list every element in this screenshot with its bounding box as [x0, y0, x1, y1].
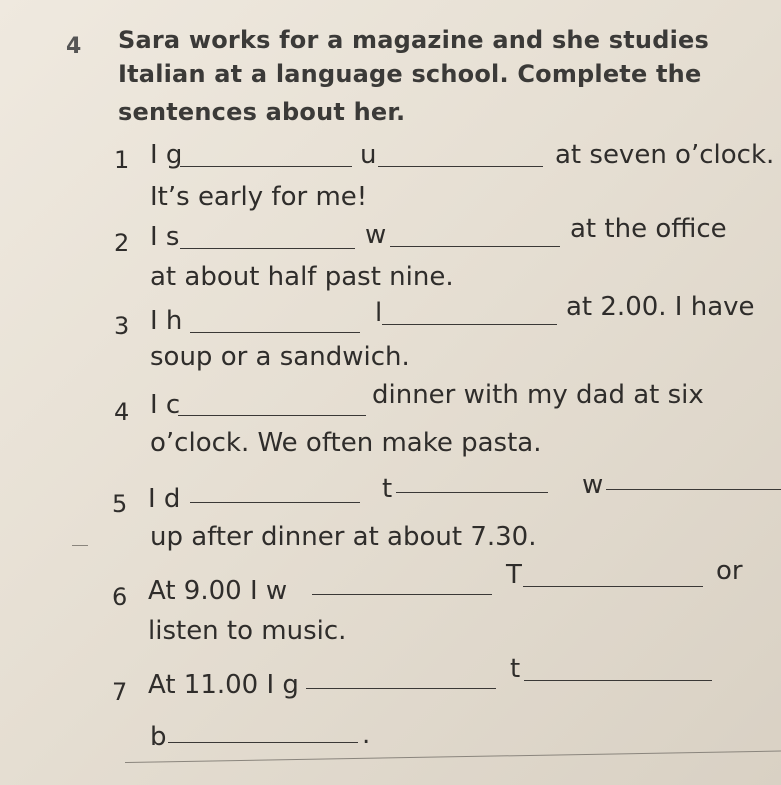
item-7-blank-1[interactable]: [306, 688, 496, 689]
item-6-blank-1[interactable]: [312, 594, 492, 595]
item-6-hint: T: [506, 560, 522, 590]
item-5-continuation: up after dinner at about 7.30.: [150, 522, 537, 552]
item-3-tail: at 2.00. I have: [566, 292, 755, 322]
item-7-hint: t: [510, 654, 521, 684]
item-5-blank-1[interactable]: [190, 502, 360, 503]
item-3-prompt: I h: [150, 306, 183, 336]
item-2-number: 2: [114, 229, 130, 257]
item-3-blank-2[interactable]: [382, 324, 557, 325]
item-5-hint-2: w: [582, 470, 604, 500]
item-1-blank-2[interactable]: [378, 166, 543, 167]
item-2-blank-2[interactable]: [390, 246, 560, 247]
instruction-line-1: Sara works for a magazine and she studies: [118, 26, 709, 54]
item-3-number: 3: [114, 312, 130, 340]
item-4-tail: dinner with my dad at six: [372, 380, 704, 410]
item-6-tail: or: [716, 556, 743, 586]
item-1-blank-1[interactable]: [180, 166, 352, 167]
item-2-continuation: at about half past nine.: [150, 262, 454, 292]
item-1-continuation: It’s early for me!: [150, 182, 368, 212]
item-1-hint: u: [360, 140, 377, 170]
item-3-hint: l: [375, 298, 383, 328]
item-3-continuation: soup or a sandwich.: [150, 342, 410, 372]
item-4-prompt: I c: [150, 390, 181, 420]
item-5-hint-1: t: [382, 474, 393, 504]
item-1-prompt: I g: [150, 140, 183, 170]
page-ruling-line: [125, 751, 781, 763]
item-3-blank-1[interactable]: [190, 332, 360, 333]
item-2-blank-1[interactable]: [180, 248, 355, 249]
item-2-tail: at the office: [570, 214, 727, 244]
item-7-blank-3[interactable]: [168, 742, 358, 743]
item-7-end-period: .: [362, 720, 371, 750]
item-1-number: 1: [114, 146, 130, 174]
item-2-hint: w: [365, 220, 387, 250]
margin-dash: [72, 545, 88, 546]
instruction-line-3: sentences about her.: [118, 98, 406, 126]
item-6-blank-2[interactable]: [523, 586, 703, 587]
item-5-number: 5: [112, 490, 128, 518]
exercise-number: 4: [66, 34, 82, 59]
item-6-prompt: At 9.00 I w: [148, 576, 288, 606]
item-5-blank-3[interactable]: [606, 489, 781, 490]
item-7-blank-2[interactable]: [524, 680, 712, 681]
item-4-blank-1[interactable]: [178, 415, 366, 416]
item-6-number: 6: [112, 583, 128, 611]
item-4-continuation: o’clock. We often make pasta.: [150, 428, 542, 458]
instruction-line-2: Italian at a language school. Complete the: [118, 60, 702, 88]
item-5-prompt: I d: [148, 484, 181, 514]
item-2-prompt: I s: [150, 222, 180, 252]
item-4-number: 4: [114, 398, 130, 426]
item-6-continuation: listen to music.: [148, 616, 347, 646]
item-1-tail: at seven o’clock.: [555, 140, 775, 170]
item-5-blank-2[interactable]: [396, 492, 548, 493]
item-7-prompt: At 11.00 I g: [148, 670, 299, 700]
item-7-number: 7: [112, 678, 128, 706]
item-7-continuation: b: [150, 722, 167, 752]
